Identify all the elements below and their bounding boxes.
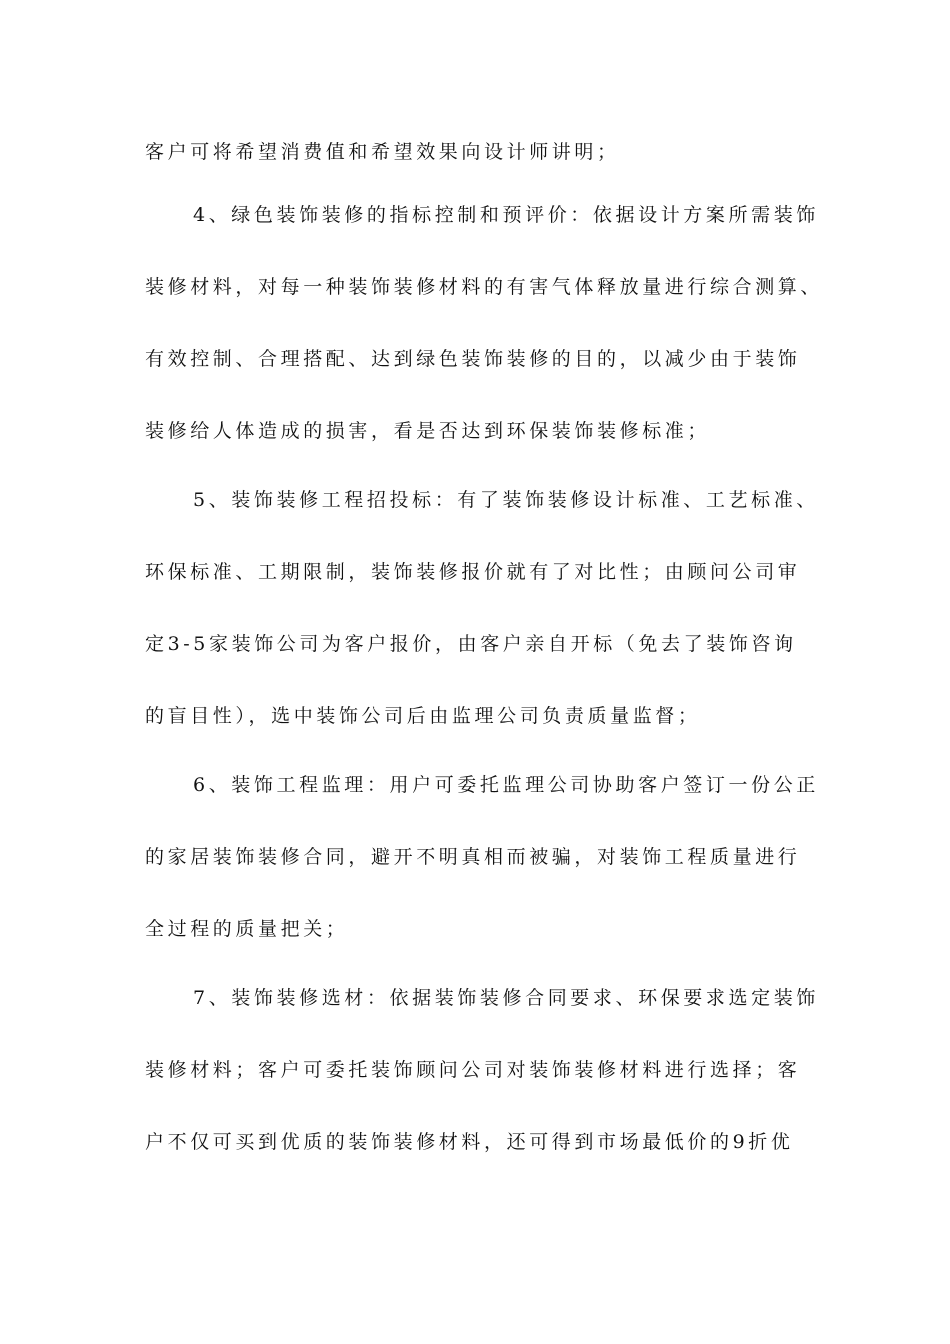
text-line-1: 客户可将希望消费值和希望效果向设计师讲明； (145, 141, 620, 163)
text-line-9: 的盲目性），选中装饰公司后由监理公司负责质量监督； (145, 705, 701, 727)
text-line-5: 装修给人体造成的损害，看是否达到环保装饰装修标准； (145, 420, 711, 442)
text-line-11: 的家居装饰装修合同，避开不明真相而被骗，对装饰工程质量进行 (145, 846, 801, 868)
text-line-4: 有效控制、合理搭配、达到绿色装饰装修的目的，以减少由于装饰 (145, 348, 801, 370)
text-line-13: 7、装饰装修选材：依据装饰装修合同要求、环保要求选定装饰 (193, 987, 819, 1009)
text-line-3: 装修材料，对每一种装饰装修材料的有害气体释放量进行综合测算、 (145, 276, 824, 298)
text-line-7: 环保标准、工期限制，装饰装修报价就有了对比性；由顾问公司审 (145, 561, 801, 583)
text-line-15: 户不仅可买到优质的装饰装修材料，还可得到市场最低价的9折优 (145, 1131, 794, 1153)
text-line-10: 6、装饰工程监理：用户可委托监理公司协助客户签订一份公正 (193, 774, 819, 796)
text-line-6: 5、装饰装修工程招投标：有了装饰装修设计标准、工艺标准、 (193, 489, 819, 511)
text-line-8: 定3-5家装饰公司为客户报价，由客户亲自开标（免去了装饰咨询 (145, 633, 797, 655)
text-line-14: 装修材料；客户可委托装饰顾问公司对装饰装修材料进行选择；客 (145, 1059, 801, 1081)
text-line-12: 全过程的质量把关； (145, 918, 349, 940)
text-line-2: 4、绿色装饰装修的指标控制和预评价：依据设计方案所需装饰 (193, 204, 819, 226)
